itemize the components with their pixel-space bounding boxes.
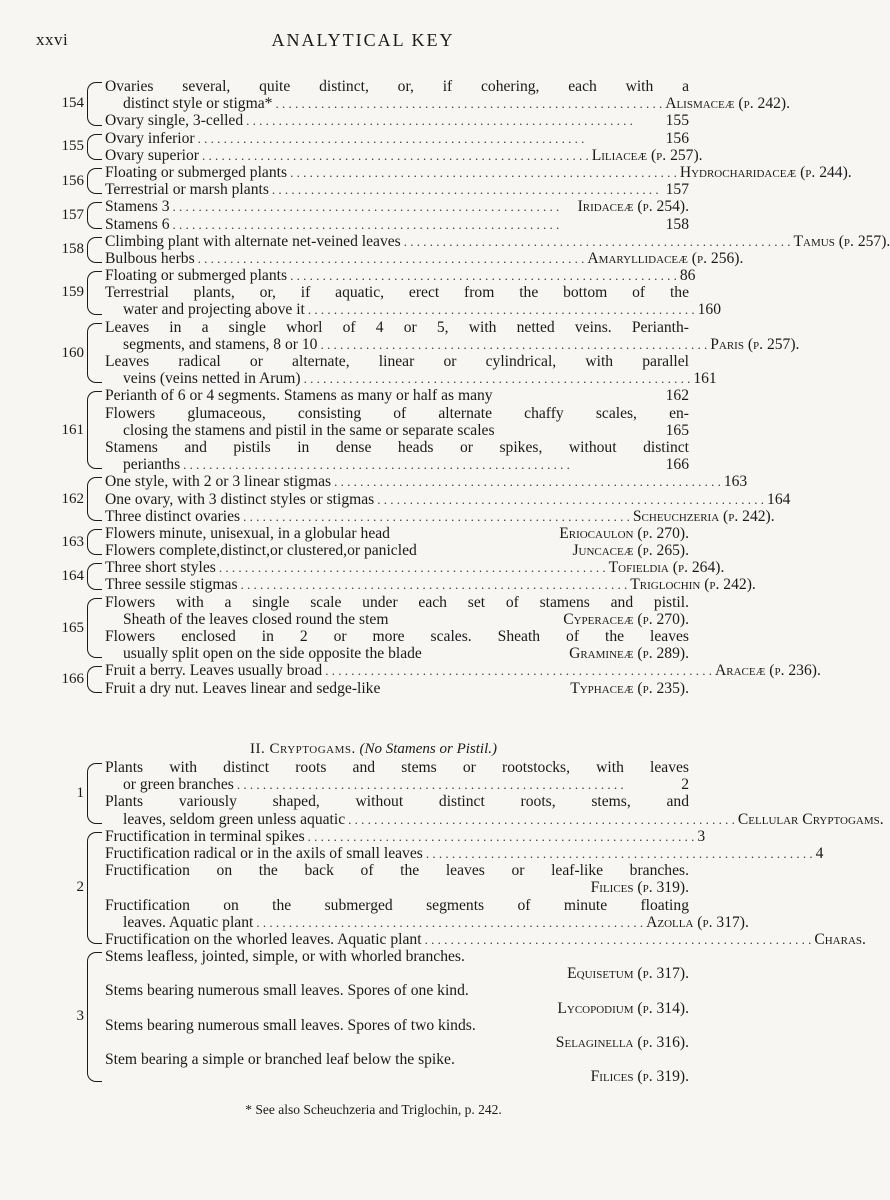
dot-leader: . . . . . . . . . . . . . . . . . . . . . . . . . . . . . . . . . . . . . . . . . . . . . . . . . . . . . . . . . . . .: [290, 268, 677, 284]
key-line-text: Stems leafless, jointed, simple, or with whorled branches.: [105, 948, 465, 966]
footnote: * See also Scheuchzeria and Triglochin, p. 242.: [245, 1102, 502, 1117]
key-line-text: Fructification on the back of the leaves or leaf-like branches.: [105, 862, 689, 880]
key-line-reference: 165: [665, 421, 689, 439]
couplet-brace: [87, 323, 102, 384]
key-couplet: [44, 662, 821, 697]
couplet-lines: [105, 948, 689, 1086]
key-line: [105, 198, 689, 215]
key-couplet: [44, 559, 756, 594]
key-line-text: Fructification in terminal spikes: [105, 827, 305, 845]
phanerogam-key: [44, 78, 890, 697]
couplet-number: 158: [61, 241, 84, 258]
dot-leader: . . . . . . . . . . . . . . . . . . . . . . . . . . . . . . . . . . . . . . . . . . . . . . . . . . . . . . . . . . . .: [197, 130, 585, 146]
couplet-number: 166: [61, 671, 84, 688]
couplet-number: 160: [61, 344, 84, 361]
dot-leader: [420, 542, 570, 559]
key-line-text: or green branches: [123, 776, 234, 794]
page-number: xxvi: [36, 30, 69, 49]
dot-leader: . . . . . . . . . . . . . . . . . . . . . . . . . . . . . . . . . . . . . . . . . . . . . . . . . . . . . . . . . . . .: [218, 560, 606, 576]
couplet-lines: [105, 827, 866, 948]
key-line: [105, 319, 689, 336]
key-line: [105, 827, 706, 845]
key-couplet: [44, 198, 689, 232]
key-line-text: Terrestrial or marsh plants: [105, 181, 269, 199]
key-line-reference: 86: [679, 267, 696, 285]
key-line: [105, 576, 756, 594]
key-line: [105, 879, 689, 896]
key-couplet: [44, 759, 884, 828]
couplet-number: 2: [76, 879, 84, 896]
key-line-reference: Alismaceæ (p. 242).: [665, 95, 790, 113]
key-couplet: [44, 163, 852, 199]
key-line-reference: Juncaceæ (p. 265).: [572, 542, 689, 560]
key-line-text: Stamens 6: [105, 215, 170, 233]
key-line-reference: Lycopodium (p. 314).: [557, 999, 689, 1017]
key-line-text: Stamens 3: [105, 198, 170, 216]
key-line: [105, 422, 689, 439]
key-line-reference: 4: [815, 844, 824, 862]
dot-leader: [391, 611, 560, 628]
dot-leader: [108, 879, 588, 896]
section-subtitle: (No Stamens or Pistil.): [359, 741, 498, 757]
key-line-text: Fructification on the whorled leaves. Aquatic plant: [105, 930, 422, 948]
key-line-reference: Scheuchzeria (p. 242).: [632, 507, 775, 525]
key-line-text: Fructification on the submerged segments of minute floating: [105, 896, 689, 914]
dot-leader: . . . . . . . . . . . . . . . . . . . . . . . . . . . . . . . . . . . . . . . . . . . . . . . . . . . . . . . . . . . .: [290, 164, 677, 180]
key-line-text: Terrestrial plants, or, if aquatic, erect from the bottom of the: [105, 284, 689, 302]
dot-leader: [472, 982, 686, 999]
key-line-reference: Filices (p. 319).: [590, 879, 689, 897]
key-line-text: usually split open on the side opposite the blade: [123, 645, 422, 663]
couplet-brace: [87, 952, 102, 1082]
key-line: [105, 793, 689, 810]
dot-leader: . . . . . . . . . . . . . . . . . . . . . . . . . . . . . . . . . . . . . . . . . . . . . . . . . . . . . . . . . . . .: [183, 457, 570, 473]
key-line-reference: 163: [723, 473, 748, 491]
dot-leader: . . . . . . . . . . . . . . . . . . . . . . . . . . . . . . . . . . . . . . . . . . . . . . . . . . . . . . . . . . . .: [377, 491, 765, 507]
key-line: [105, 611, 689, 628]
key-line-text: Ovary inferior: [105, 129, 195, 147]
key-line: [105, 948, 689, 965]
key-line-reference: 155: [665, 112, 689, 130]
key-line: [105, 1068, 689, 1085]
key-line: [105, 862, 689, 879]
key-line: [105, 335, 800, 353]
couplet-lines: [105, 559, 756, 594]
key-line-reference: 160: [697, 301, 721, 319]
key-couplet: [44, 129, 703, 164]
key-line-text: Fruit a dry nut. Leaves linear and sedge-like: [105, 679, 381, 697]
key-line-text: water and projecting above it: [123, 301, 305, 319]
key-line-text: Flowers complete,distinct,or clustered,or panicled: [105, 542, 417, 560]
page-header: [36, 30, 690, 56]
key-line: [105, 776, 689, 793]
key-line-text: Fructification radical or in the axils of small leaves: [105, 844, 423, 862]
key-line-text: Flowers with a single scale under each set of stamens and pistil.: [105, 593, 689, 611]
key-line-text: distinct style or stigma*: [123, 95, 273, 113]
key-line: [105, 542, 689, 559]
couplet-number: 159: [61, 284, 84, 301]
key-line-text: Stamens and pistils in dense heads or spikes, without distinct: [105, 438, 689, 456]
key-line: [105, 897, 689, 914]
key-couplet: [44, 318, 800, 388]
couplet-brace: [87, 271, 102, 315]
key-line-reference: 3: [697, 827, 706, 845]
couplet-number: 157: [61, 207, 84, 223]
key-line-text: perianths: [123, 456, 181, 474]
cryptogam-key: [44, 759, 884, 1086]
key-couplet: [44, 387, 689, 473]
key-couplet: [44, 78, 790, 130]
key-line-text: One style, with 2 or 3 linear stigmas: [105, 473, 332, 491]
key-line-reference: 157: [665, 181, 689, 199]
couplet-number: 1: [76, 784, 84, 801]
couplet-lines: [105, 163, 852, 199]
dot-leader: . . . . . . . . . . . . . . . . . . . . . . . . . . . . . . . . . . . . . . . . . . . . . . . . . . . . . . . . . . . .: [243, 508, 630, 524]
key-line: [105, 759, 689, 776]
dot-leader: . . . . . . . . . . . . . . . . . . . . . . . . . . . . . . . . . . . . . . . . . . . . . . . . . . . . . . . . . . . .: [307, 302, 695, 318]
key-line-text: Plants variously shaped, without distinct roots, stems, and: [105, 793, 689, 811]
key-line-reference: 161: [693, 370, 717, 388]
key-line: [105, 1017, 689, 1034]
key-line: [105, 1034, 689, 1051]
key-line: [105, 181, 689, 198]
couplet-brace: [87, 134, 102, 160]
key-couplet: [44, 594, 689, 663]
dot-leader: [468, 948, 686, 965]
key-line: [105, 525, 689, 542]
key-line: [105, 130, 689, 147]
key-line-text: Three sessile stigmas: [105, 576, 238, 594]
dot-leader: [383, 680, 567, 697]
key-line-text: closing the stamens and pistil in the same or separate scales: [123, 421, 495, 439]
key-line-text: Plants with distinct roots and stems or rootstocks, with leaves: [105, 759, 689, 776]
key-line-text: Stem bearing a simple or branched leaf below the spike.: [105, 1051, 455, 1069]
dot-leader: [458, 1051, 686, 1068]
key-line-reference: 162: [665, 387, 689, 405]
key-line-text: Flowers minute, unisexual, in a globular head: [105, 524, 390, 542]
key-line: [105, 405, 689, 422]
couplet-lines: [105, 662, 821, 697]
key-line: [105, 456, 689, 473]
key-line: [105, 249, 744, 267]
key-line: [105, 267, 696, 285]
key-couplet: [44, 525, 689, 559]
key-line-reference: 156: [665, 129, 689, 147]
key-line-reference: Charas.: [814, 930, 866, 948]
couplet-brace: [87, 391, 102, 469]
dot-leader: . . . . . . . . . . . . . . . . . . . . . . . . . . . . . . . . . . . . . . . . . . . . . . . . . . . . . . . . . . . .: [320, 336, 708, 352]
couplet-brace: [87, 832, 102, 944]
dot-leader: . . . . . . . . . . . . . . . . . . . . . . . . . . . . . . . . . . . . . . . . . . . . . . . . . . . . . . . . . . . .: [172, 216, 560, 232]
key-line-reference: Cellular Cryptogams.: [737, 810, 884, 828]
key-line: [105, 232, 890, 250]
section-heading: [0, 741, 747, 758]
key-line-reference: Hydrocharidaceæ (p. 244).: [679, 163, 852, 181]
key-line-reference: Equisetum (p. 317).: [567, 965, 689, 983]
key-line: [105, 284, 689, 301]
key-line: [105, 844, 824, 862]
key-line-text: Three distinct ovaries: [105, 507, 241, 525]
dot-leader: . . . . . . . . . . . . . . . . . . . . . . . . . . . . . . . . . . . . . . . . . . . . . . . . . . . . . . . . . . . .: [307, 828, 695, 844]
key-line: [105, 680, 689, 697]
key-line-reference: Azolla (p. 317).: [646, 913, 749, 931]
couplet-lines: [105, 232, 890, 267]
key-line: [105, 112, 689, 129]
dot-leader: [108, 1000, 554, 1017]
dot-leader: . . . . . . . . . . . . . . . . . . . . . . . . . . . . . . . . . . . . . . . . . . . . . . . . . . . . . . . . . . . .: [172, 199, 560, 215]
key-line-text: Bulbous herbs: [105, 249, 195, 267]
couplet-brace: [87, 763, 102, 824]
couplet-brace: [87, 529, 102, 555]
key-line-reference: Tamus (p. 257).: [793, 232, 890, 250]
dot-leader: [425, 645, 566, 662]
key-line-text: Ovary superior: [105, 146, 199, 164]
couplet-number: 3: [76, 1008, 84, 1025]
dot-leader: . . . . . . . . . . . . . . . . . . . . . . . . . . . . . . . . . . . . . . . . . . . . . . . . . . . . . . . . . . . .: [236, 777, 624, 793]
key-line: [105, 628, 689, 645]
key-line: [105, 930, 866, 948]
couplet-number: 156: [61, 172, 84, 189]
couplet-brace: [87, 82, 102, 126]
dot-leader: [108, 965, 564, 982]
key-line-text: leaves. Aquatic plant: [123, 913, 254, 931]
key-line-text: leaves, seldom green unless aquatic: [123, 810, 346, 828]
dot-leader: . . . . . . . . . . . . . . . . . . . . . . . . . . . . . . . . . . . . . . . . . . . . . . . . . . . . . . . . . . . .: [325, 663, 712, 679]
dot-leader: [108, 1034, 553, 1051]
key-line-reference: Triglochin (p. 242).: [630, 576, 756, 594]
key-line: [105, 146, 703, 164]
couplet-brace: [87, 477, 102, 521]
key-line: [105, 473, 748, 491]
key-line-text: Three short styles: [105, 559, 216, 577]
key-line: [105, 216, 689, 233]
key-line-reference: Cyperaceæ (p. 270).: [563, 610, 689, 628]
key-line-text: veins (veins netted in Arum): [123, 370, 301, 388]
key-line: [105, 594, 689, 611]
key-line: [105, 370, 717, 388]
couplet-number: 161: [61, 421, 84, 438]
couplet-brace: [87, 666, 102, 692]
key-line: [105, 645, 689, 662]
key-line-text: Ovaries several, quite distinct, or, if cohering, each with a: [105, 78, 689, 95]
key-line: [105, 78, 689, 95]
dot-leader: . . . . . . . . . . . . . . . . . . . . . . . . . . . . . . . . . . . . . . . . . . . . . . . . . . . . . . . . . . . .: [201, 147, 589, 163]
dot-leader: [498, 422, 663, 439]
key-couplet: [44, 232, 890, 267]
key-line: [105, 662, 821, 680]
key-line-text: Sheath of the leaves closed round the stem: [123, 610, 389, 628]
key-line: [105, 913, 749, 931]
key-line-reference: 2: [681, 776, 689, 794]
couplet-lines: [105, 525, 689, 559]
couplet-number: 165: [61, 619, 84, 636]
key-line-text: Perianth of 6 or 4 segments. Stamens as many or half as many: [105, 387, 493, 405]
couplet-lines: [105, 759, 884, 828]
key-line-text: Leaves in a single whorl of 4 or 5, with netted veins. Perianth-: [105, 318, 689, 336]
key-line-reference: Eriocaulon (p. 270).: [559, 524, 689, 542]
dot-leader: . . . . . . . . . . . . . . . . . . . . . . . . . . . . . . . . . . . . . . . . . . . . . . . . . . . . . . . . . . . .: [256, 914, 644, 930]
key-line-reference: Tofieldia (p. 264).: [608, 559, 725, 577]
key-line-text: Floating or submerged plants: [105, 163, 288, 181]
dot-leader: [496, 387, 663, 404]
couplet-brace: [87, 237, 102, 263]
key-line-reference: 166: [665, 456, 689, 474]
couplet-lines: [105, 387, 689, 473]
section-label: II. Cryptogams.: [249, 741, 356, 757]
couplet-brace: [87, 202, 102, 228]
key-line-reference: Amaryllidaceæ (p. 256).: [587, 249, 744, 267]
key-line-text: One ovary, with 3 distinct styles or stigmas: [105, 490, 375, 508]
key-line-text: Stems bearing numerous small leaves. Spores of two kinds.: [105, 1016, 476, 1034]
dot-leader: . . . . . . . . . . . . . . . . . . . . . . . . . . . . . . . . . . . . . . . . . . . . . . . . . . . . . . . . . . . .: [240, 577, 628, 593]
key-line: [105, 1000, 689, 1017]
key-line-text: Flowers enclosed in 2 or more scales. Sheath of the leaves: [105, 628, 689, 645]
dot-leader: . . . . . . . . . . . . . . . . . . . . . . . . . . . . . . . . . . . . . . . . . . . . . . . . . . . . . . . . . . . .: [303, 371, 691, 387]
key-line: [105, 507, 775, 525]
key-line: [105, 965, 689, 982]
key-line-text: Fruit a berry. Leaves usually broad: [105, 662, 323, 680]
couplet-lines: [105, 78, 790, 130]
key-line: [105, 387, 689, 404]
dot-leader: [479, 1017, 686, 1034]
key-line: [105, 163, 852, 181]
couplet-brace: [87, 563, 102, 589]
dot-leader: . . . . . . . . . . . . . . . . . . . . . . . . . . . . . . . . . . . . . . . . . . . . . . . . . . . . . . . . . . . .: [271, 182, 659, 198]
running-title: ANALYTICAL KEY: [271, 30, 455, 50]
key-line-text: Climbing plant with alternate net-veined leaves: [105, 232, 401, 250]
key-line: [105, 982, 689, 999]
dot-leader: . . . . . . . . . . . . . . . . . . . . . . . . . . . . . . . . . . . . . . . . . . . . . . . . . . . . . . . . . . . .: [348, 811, 735, 827]
key-line: [105, 95, 790, 113]
key-line-text: Leaves radical or alternate, linear or cylindrical, with parallel: [105, 353, 689, 370]
key-line: [105, 301, 721, 319]
dot-leader: . . . . . . . . . . . . . . . . . . . . . . . . . . . . . . . . . . . . . . . . . . . . . . . . . . . . . . . . . . . .: [403, 233, 791, 249]
key-couplet: [44, 948, 689, 1086]
key-couplet: [44, 827, 866, 948]
key-line-text: segments, and stamens, 8 or 10: [123, 335, 318, 353]
dot-leader: . . . . . . . . . . . . . . . . . . . . . . . . . . . . . . . . . . . . . . . . . . . . . . . . . . . . . . . . . . . .: [424, 931, 812, 947]
key-line: [105, 1051, 689, 1068]
key-line-reference: Araceæ (p. 236).: [714, 662, 821, 680]
dot-leader: . . . . . . . . . . . . . . . . . . . . . . . . . . . . . . . . . . . . . . . . . . . . . . . . . . . . . . . . . . . .: [425, 845, 813, 861]
key-line-reference: 158: [665, 215, 689, 233]
couplet-number: 163: [61, 533, 84, 550]
couplet-number: 162: [61, 490, 84, 507]
couplet-lines: [105, 318, 800, 388]
key-line: [105, 490, 791, 508]
key-line-reference: Iridaceæ (p. 254).: [577, 198, 689, 216]
couplet-brace: [87, 598, 102, 659]
couplet-number: 155: [61, 138, 84, 155]
dot-leader: . . . . . . . . . . . . . . . . . . . . . . . . . . . . . . . . . . . . . . . . . . . . . . . . . . . . . . . . . . . .: [334, 474, 721, 490]
dot-leader: [108, 1068, 588, 1085]
dot-leader: . . . . . . . . . . . . . . . . . . . . . . . . . . . . . . . . . . . . . . . . . . . . . . . . . . . . . . . . . . . .: [275, 96, 663, 112]
key-line-reference: 164: [767, 490, 791, 508]
key-line-reference: Liliaceæ (p. 257).: [591, 146, 703, 164]
dot-leader: [393, 525, 556, 542]
key-line-text: Floating or submerged plants: [105, 267, 288, 285]
key-line-text: Ovary single, 3-celled: [105, 112, 244, 130]
key-line-reference: Paris (p. 257).: [710, 335, 800, 353]
key-line: [105, 559, 725, 577]
key-line-reference: Gramineæ (p. 289).: [569, 645, 689, 663]
couplet-lines: [105, 267, 721, 319]
key-line-reference: Selaginella (p. 316).: [555, 1034, 689, 1051]
key-line: [105, 810, 884, 828]
couplet-lines: [105, 473, 791, 525]
couplet-lines: [105, 594, 689, 663]
key-line-text: Stems bearing numerous small leaves. Spores of one kind.: [105, 982, 469, 1000]
key-line: [105, 353, 689, 370]
key-couplet: [44, 473, 791, 525]
couplet-lines: [105, 198, 689, 232]
dot-leader: . . . . . . . . . . . . . . . . . . . . . . . . . . . . . . . . . . . . . . . . . . . . . . . . . . . . . . . . . . . .: [246, 113, 633, 129]
couplet-number: 164: [61, 567, 84, 584]
key-couplet: [44, 267, 721, 319]
couplet-lines: [105, 129, 703, 164]
couplet-brace: [87, 168, 102, 194]
dot-leader: . . . . . . . . . . . . . . . . . . . . . . . . . . . . . . . . . . . . . . . . . . . . . . . . . . . . . . . . . . . .: [197, 250, 585, 266]
key-line-text: Flowers glumaceous, consisting of alternate chaffy scales, en-: [105, 404, 689, 422]
couplet-number: 154: [61, 95, 84, 112]
key-line-reference: Typhaceæ (p. 235).: [570, 679, 689, 697]
key-line-reference: Filices (p. 319).: [590, 1068, 689, 1086]
key-line: [105, 439, 689, 456]
